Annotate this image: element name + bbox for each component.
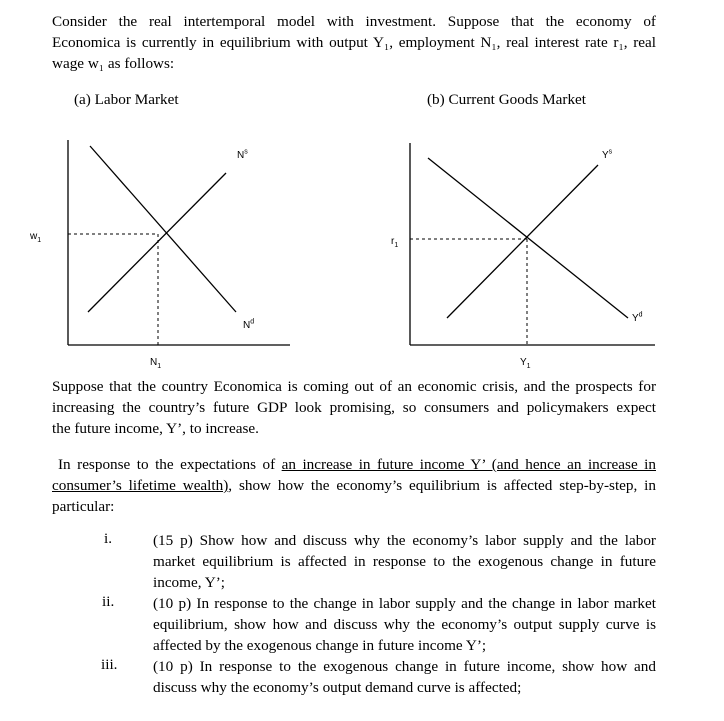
item-3-number: iii. xyxy=(101,656,118,673)
labor-employment-label: $N_1$ xyxy=(150,357,162,370)
crisis-line-1: Suppose that the country Economica is coming out of an economic crisis, and the prospects for xyxy=(52,378,656,395)
crisis-line-2: increasing the country’s future GDP look promising, so consumers and policymakers expect xyxy=(52,399,656,416)
future-income-underline-1: an increase in future income Y’ (and hence an increase in xyxy=(281,456,656,473)
response-line-2: consumer’s lifetime wealth), show how the economy’s equilibrium is affected step-by-step, in xyxy=(52,477,656,494)
goods-demand-label: $Y^d$ xyxy=(632,311,643,324)
goods-supply-curve xyxy=(447,165,598,318)
goods-output-label: $Y_1$ xyxy=(520,357,531,370)
goods-rate-label: $r_1$ xyxy=(391,236,399,249)
crisis-paragraph xyxy=(52,376,656,439)
goods-supply-label: $Y^s$ xyxy=(602,148,613,161)
item-2-text: (10 p) In response to the change in labor supply and the change in labor market equilibrium, show how and discuss why the economy’s output supply curve is affected by the exogenous change in future income Y’; xyxy=(153,595,656,654)
response-line-1: In response to the expectations of an increase in future income Y’ (and hence an increase in xyxy=(58,456,656,473)
item-1-text: (15 p) Show how and discuss why the economy’s labor supply and the labor market equilibrium is affected in response to the exogenous change in future income, Y’; xyxy=(153,532,656,591)
intro-line-1: Consider the real intertemporal model with investment. Suppose that the economy of xyxy=(52,13,656,30)
crisis-line-3: the future income, Y’, to increase. xyxy=(52,420,259,437)
intro-line-3: wage w₁ as follows: xyxy=(52,55,175,72)
labor-demand-label: $N^d$ xyxy=(243,318,255,331)
labor-wage-label: $w_1$ xyxy=(30,231,42,244)
response-paragraph xyxy=(52,454,656,517)
item-1-number: i. xyxy=(104,530,113,547)
labor-market-title: (a) Labor Market xyxy=(74,91,179,108)
labor-supply-label: $N^s$ xyxy=(237,148,248,161)
future-income-underline-2: consumer’s lifetime wealth) xyxy=(52,477,229,494)
item-2-number: ii. xyxy=(102,593,115,610)
intro-line-2: Economica is currently in equilibrium with output Y₁, employment N₁, real interest rate r₁, real xyxy=(52,34,656,51)
goods-market-title: (b) Current Goods Market xyxy=(427,91,587,108)
item-3-text: (10 p) In response to the exogenous change in future income, show how and discuss why the economy’s output demand curve is affected; xyxy=(153,658,656,696)
response-line-3: particular: xyxy=(52,498,115,515)
goods-demand-curve xyxy=(428,158,628,318)
